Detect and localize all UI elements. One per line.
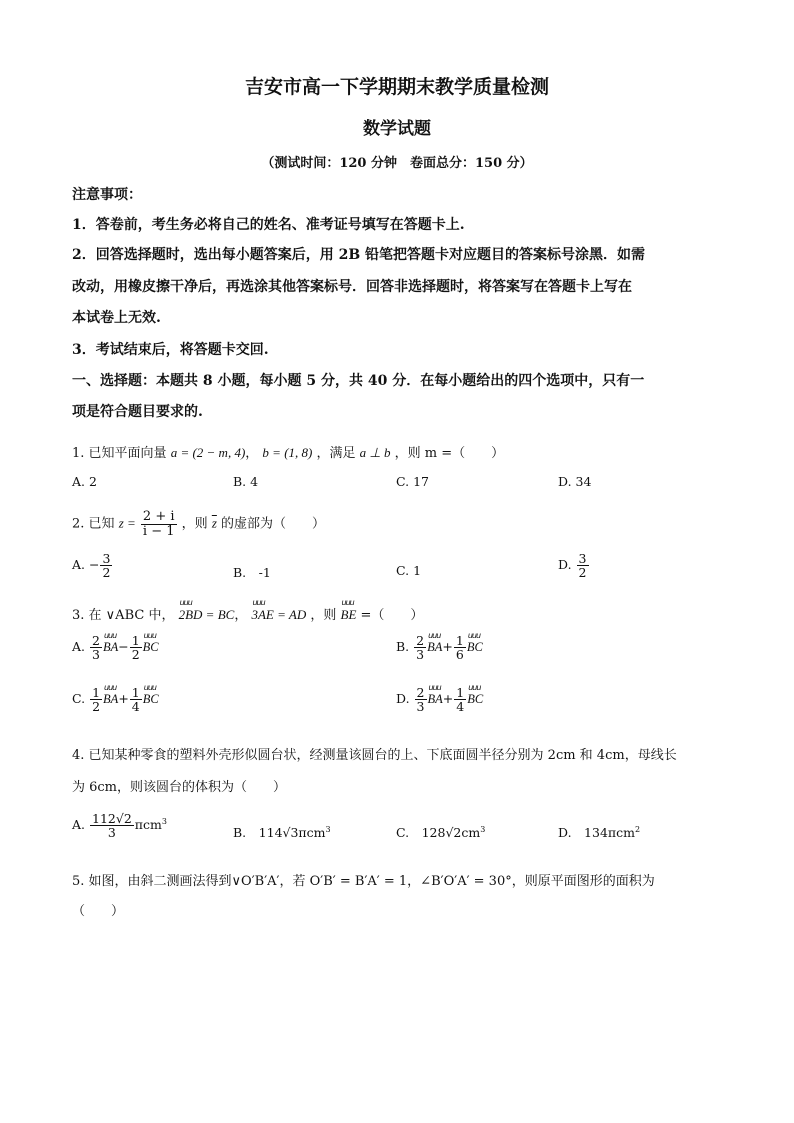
q3-option-b-frac-2 [454,634,466,661]
q2-option-a-label: A. [72,557,86,573]
question-1: 1. 已知平面向量 a = (2 − m, 4)， b = (1, 8) ，满足 a ⊥ b ，则 m =（ ） [72,445,505,461]
q1-vector-a: a = (2 − m, 4) [170,445,246,460]
q2-option-b: B. -1 [233,565,271,580]
question-4-line-2: 为 6cm，则该圆台的体积为（ ） [72,780,287,795]
q4-option-c [396,823,485,841]
q3-a-d2: 2 [131,647,140,663]
q3-c-n1: 1 [92,685,101,700]
q2-fraction [141,510,177,538]
q4-b-exp: 3 [325,824,331,834]
q2-zbar: $\overline{z}$ [211,515,217,531]
q1-prefix: 1. 已知平面向量 [72,446,167,461]
question-5-line-1: 5. 如图，由斜二测画法得到∨O′B′A′，若 O′B′ = B′A′ = 1，∠B′O′A′ = 30°，则原平面图形的面积为 [72,874,655,889]
note-2-line-1: 2．回答选择题时，选出每小题答案后，用 2B 铅笔把答题卡对应题目的答案标号涂黑．如需 [72,247,646,263]
q2-denominator: i − 1 [142,523,175,539]
question-2 [72,510,325,538]
question-5-line-2: （ ） [72,904,125,919]
q2-option-a-num: 3 [102,551,111,566]
q3-b-d1: 3 [416,647,425,663]
q4-c-exp: 3 [480,824,486,834]
q2-prefix: 2. 已知 [72,516,115,532]
q3-option-c-frac-1 [90,686,102,713]
section-1-line-1: 一、选择题：本题共 8 小题，每小题 5 分，共 40 分．在每小题给出的四个选项中，只有一 [72,373,645,389]
q2-option-d-label: D. [558,557,572,573]
q3-option-a [72,634,159,661]
q3-option-a-label: A. [72,639,86,655]
q2-option-a-fraction [100,552,112,579]
q3-option-b-label: B. [396,639,410,655]
q4-option-a [72,812,167,839]
q3-b-n1: 2 [416,633,425,648]
q3-be: uuu BE [341,607,357,623]
q2-option-a-den: 2 [102,565,111,581]
q3-a-v2: uuu BC [143,640,159,655]
note-1: 1．答卷前，考生务必将自己的姓名、准考证号填写在答题卡上. [72,217,465,233]
q3-prefix: 3. 在 ∨ABC 中， [72,608,175,623]
q3-condition-1: uuu 2BD = BC [179,607,235,623]
q2-option-c: C. 1 [396,563,422,578]
q3-option-d-frac-1 [415,686,427,713]
q3-option-c-frac-2 [130,686,142,713]
q4-b-text: B. 114√3πcm [233,825,326,840]
q2-option-a [72,552,113,579]
q3-d-v1: uuu BA [428,692,443,707]
notes-heading: 注意事项： [72,187,142,203]
question-4-line-1: 4. 已知某种零食的塑料外壳形似圆台状，经测量该圆台的上、下底面圆半径分别为 2cm 和 4cm，母线长 [72,748,677,763]
q4-a-unit: πcm [134,817,162,833]
q3-d-n1: 2 [416,685,425,700]
q3-a-d1: 3 [92,647,100,663]
exam-subject: 数学试题 [363,119,431,139]
q3-option-d-label: D. [396,691,410,707]
q3-option-b [396,634,483,661]
q3-a-op: − [118,639,129,655]
q3-c-v2: uuu BC [143,692,159,707]
q3-a-v1: uuu BA [103,640,118,655]
q2-suffix: 的虚部为（ ） [221,516,326,532]
q3-d-d2: 4 [456,699,465,715]
q1-suffix: ，则 m =（ ） [394,446,505,461]
exam-info: （测试时间：120 分钟 卷面总分：150 分） [261,156,533,171]
note-2-line-2: 改动，用橡皮擦干净后，再选涂其他答案标号．回答非选择题时，将答案写在答题卡上写在 [72,279,632,295]
q1-mid: ，满足 [316,446,356,461]
q4-d-text: D. 134πcm [558,825,635,840]
q3-condition-2: uuu 3AE = AD [251,607,306,623]
q4-d-exp: 2 [634,824,641,834]
q3-a-n1: 2 [92,633,100,648]
q3-c-v1: uuu BA [103,692,118,707]
q3-option-d [396,686,483,713]
q3-suffix: =（ ） [356,608,424,623]
q4-option-d [558,823,640,841]
q3-c-d1: 2 [92,699,101,715]
q4-a-den: 3 [107,825,116,841]
q2-option-a-sign: − [89,557,100,573]
q3-b-op: + [442,639,453,655]
q3-d-n2: 1 [456,685,465,700]
q3-c-d2: 4 [131,699,140,715]
q3-b-n2: 1 [455,633,464,648]
q2-option-d-num: 3 [578,551,587,566]
q4-option-b [233,823,331,841]
q3-d-op: + [442,691,454,707]
q3-d-d1: 3 [416,699,425,715]
q3-option-a-frac-2 [130,634,142,661]
q3-c-n2: 1 [131,685,140,700]
q3-option-c-label: C. [72,691,86,707]
section-1-line-2: 项是符合题目要求的. [72,404,203,420]
q3-option-d-frac-2 [454,686,466,713]
note-2-line-3: 本试卷上无效. [72,310,161,326]
q4-option-a-fraction [90,812,134,839]
q1-option-b: B. 4 [233,474,259,489]
q3-a-n2: 1 [131,633,140,648]
q3-b-v1: uuu BA [427,640,442,655]
note-3: 3．考试结束后，将答题卡交回. [72,342,269,358]
q2-numerator: 2 + i [142,509,175,524]
exam-title: 吉安市高一下学期期末教学质量检测 [244,76,549,98]
q3-option-c [72,686,159,713]
q3-c-op: + [118,691,129,707]
q4-option-a-label: A. [72,817,86,833]
q3-mid: ，则 [310,608,337,623]
q3-option-a-frac-1 [90,634,102,661]
q1-option-a: A. 2 [72,474,97,489]
q3-b-d2: 6 [455,647,464,663]
q2-option-d-den: 2 [578,565,587,581]
q2-mid: ，则 [181,516,208,532]
q2-option-d-fraction [577,552,589,579]
q1-option-d: D. 34 [558,474,592,489]
q4-c-text: C. 128√2cm [396,825,481,840]
q1-condition: a ⊥ b [359,445,391,460]
q3-d-v2: uuu BC [467,692,483,707]
q2-z: z = [118,515,136,531]
q2-option-d [558,552,590,579]
q1-option-c: C. 17 [396,474,429,489]
q4-a-exp: 3 [161,816,167,826]
question-3: 3. 在 ∨ABC 中， uuu 2BD = BC， uuu 3AE = AD ，则 uuu BE =（ ） [72,604,423,623]
q4-a-num: 112√2 [92,811,132,826]
q3-option-b-frac-1 [414,634,426,661]
q1-vector-b: b = (1, 8) [262,445,313,460]
q3-b-v2: uuu BC [467,640,483,655]
